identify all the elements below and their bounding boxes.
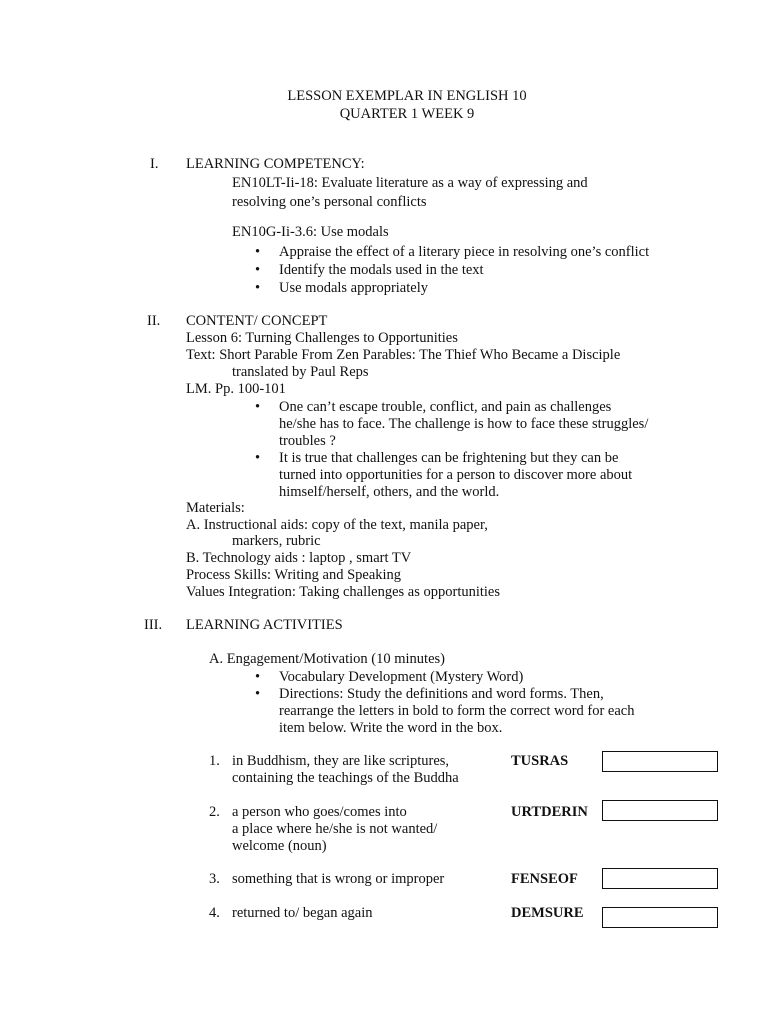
directions-line-3: item below. Write the word in the box. bbox=[279, 720, 503, 736]
item-2-answer-box[interactable] bbox=[602, 800, 718, 821]
materials-label: Materials: bbox=[186, 500, 245, 516]
section-2-numeral: II. bbox=[147, 313, 161, 329]
section-2-heading: CONTENT/ CONCEPT bbox=[186, 313, 328, 329]
item-4-answer-box[interactable] bbox=[602, 907, 718, 928]
item-4-scrambled-word: DEMSURE bbox=[511, 905, 584, 921]
item-3-definition-line-1: something that is wrong or improper bbox=[232, 871, 445, 887]
item-1-scrambled-word: TUSRAS bbox=[511, 753, 569, 769]
item-1-definition-line-2: containing the teachings of the Buddha bbox=[232, 770, 459, 786]
competency-1-line-1: EN10LT-Ii-18: Evaluate literature as a way of expressing and bbox=[232, 175, 588, 191]
competency-bullet-2: • Identify the modals used in the text bbox=[279, 261, 484, 279]
directions-line-2: rearrange the letters in bold to form the correct word for each bbox=[279, 703, 635, 719]
section-1-numeral: I. bbox=[150, 156, 159, 172]
item-2-number: 2. bbox=[209, 804, 220, 820]
item-3-answer-box[interactable] bbox=[602, 868, 718, 889]
document-title: LESSON EXEMPLAR IN ENGLISH 10 bbox=[287, 88, 527, 104]
competency-2: EN10G-Ii-3.6: Use modals bbox=[232, 224, 389, 240]
materials-a-line-2: markers, rubric bbox=[232, 533, 321, 549]
learning-material-pages: LM. Pp. 100-101 bbox=[186, 381, 286, 397]
concept-bullet-2-line-2: turned into opportunities for a person to discover more about bbox=[279, 467, 633, 483]
materials-b: B. Technology aids : laptop , smart TV bbox=[186, 550, 412, 566]
concept-bullet-2-line-3: himself/herself, others, and the world. bbox=[279, 484, 500, 500]
item-2-definition-line-3: welcome (noun) bbox=[232, 838, 327, 854]
engagement-heading: A. Engagement/Motivation (10 minutes) bbox=[209, 651, 445, 667]
item-2-definition-line-2: a place where he/she is not wanted/ bbox=[232, 821, 438, 837]
concept-bullet-1-line-3: troubles ? bbox=[279, 433, 336, 449]
section-1-heading: LEARNING COMPETENCY: bbox=[186, 156, 365, 172]
text-source-line-1: Text: Short Parable From Zen Parables: The Thief Who Became a Disciple bbox=[186, 347, 621, 363]
item-2-scrambled-word: URTDERIN bbox=[511, 804, 588, 820]
competency-bullet-1: • Appraise the effect of a literary piece in resolving one’s conflict bbox=[279, 243, 649, 261]
competency-1-line-2: resolving one’s personal conflicts bbox=[232, 194, 427, 210]
item-2-definition-line-1: a person who goes/comes into bbox=[232, 804, 407, 820]
values-integration: Values Integration: Taking challenges as opportunities bbox=[186, 584, 501, 600]
item-3-scrambled-word: FENSEOF bbox=[511, 871, 578, 887]
item-3-number: 3. bbox=[209, 871, 220, 887]
item-1-number: 1. bbox=[209, 753, 220, 769]
item-4-number: 4. bbox=[209, 905, 220, 921]
directions-line-1: • Directions: Study the definitions and word forms. Then, bbox=[279, 685, 604, 703]
lesson-title: Lesson 6: Turning Challenges to Opportunities bbox=[186, 330, 458, 346]
section-3-heading: LEARNING ACTIVITIES bbox=[186, 617, 343, 633]
item-1-definition-line-1: in Buddhism, they are like scriptures, bbox=[232, 753, 450, 769]
document-subtitle: QUARTER 1 WEEK 9 bbox=[339, 106, 475, 122]
item-1-answer-box[interactable] bbox=[602, 751, 718, 772]
competency-bullet-3: • Use modals appropriately bbox=[279, 279, 428, 297]
item-4-definition-line-1: returned to/ began again bbox=[232, 905, 373, 921]
materials-a-line-1: A. Instructional aids: copy of the text, manila paper, bbox=[186, 517, 488, 533]
text-source-line-2: translated by Paul Reps bbox=[232, 364, 369, 380]
section-3-numeral: III. bbox=[144, 617, 163, 633]
process-skills: Process Skills: Writing and Speaking bbox=[186, 567, 402, 583]
concept-bullet-1-line-2: he/she has to face. The challenge is how to face these struggles/ bbox=[279, 416, 649, 432]
concept-bullet-2-line-1: • It is true that challenges can be frightening but they can be bbox=[279, 449, 618, 467]
concept-bullet-1-line-1: • One can’t escape trouble, conflict, and pain as challenges bbox=[279, 398, 611, 416]
vocabulary-bullet: • Vocabulary Development (Mystery Word) bbox=[279, 668, 523, 686]
